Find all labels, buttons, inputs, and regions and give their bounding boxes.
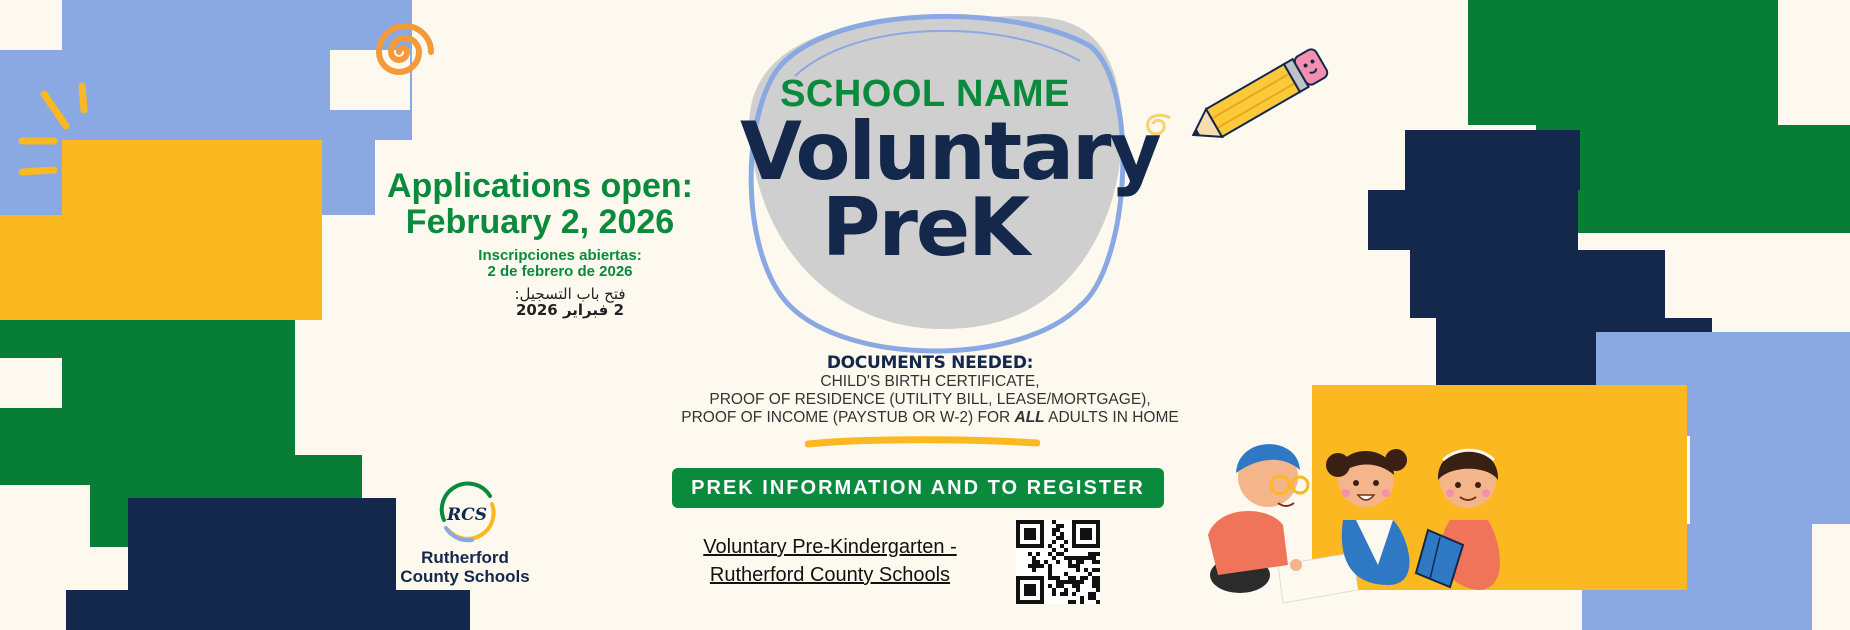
applications-open-es-label: Inscripciones abiertas:: [478, 247, 642, 264]
documents-income-emphasis: ALL: [1014, 409, 1045, 426]
program-title-line2: PreK: [821, 181, 1029, 274]
sparkle-icon: [14, 78, 94, 183]
rcs-name: [390, 548, 540, 586]
program-title: [740, 105, 1160, 274]
spiral-icon: [358, 12, 448, 92]
rcs-name-line2: County Schools: [400, 567, 530, 586]
rcs-name-line1: Rutherford: [421, 548, 509, 567]
vpk-link[interactable]: [680, 533, 980, 589]
documents-title: DOCUMENTS NEEDED:: [826, 353, 1034, 373]
school-name: SCHOOL NAME: [780, 73, 1070, 115]
applications-open-es-date: 2 de febrero de 2026: [487, 263, 633, 280]
applications-open-label: Applications open:: [387, 167, 693, 205]
applications-open-en: [360, 168, 720, 240]
applications-open-ar-label: فتح باب التسجيل:: [514, 285, 626, 303]
documents-proof-of-income: [620, 409, 1240, 427]
vpk-link-line1[interactable]: Voluntary Pre-Kindergarten -: [703, 536, 957, 558]
rcs-monogram: RCS: [447, 505, 487, 525]
applications-open-es: [440, 248, 680, 280]
rcs-logo: [432, 478, 502, 548]
vpk-link-line2[interactable]: Rutherford County Schools: [709, 564, 951, 586]
documents-proof-of-residence: PROOF OF RESIDENCE (UTILITY BILL, LEASE/MORTGAGE),: [709, 391, 1151, 408]
qr-code-icon[interactable]: [1016, 520, 1100, 604]
applications-open-date: February 2, 2026: [405, 203, 675, 241]
applications-open-ar: [460, 286, 680, 318]
documents-income-text: PROOF OF INCOME (PAYSTUB OR W-2) FOR: [681, 409, 1015, 426]
program-title-line1: Voluntary: [740, 105, 1160, 198]
documents-birth-certificate: CHILD'S BIRTH CERTIFICATE,: [820, 373, 1040, 390]
yellow-underline: [805, 436, 1040, 450]
children-illustration: [1188, 425, 1538, 605]
documents-income-tail: ADULTS IN HOME: [1044, 409, 1179, 426]
register-button[interactable]: PREK INFORMATION AND TO REGISTER: [672, 468, 1164, 508]
pencil-icon: [1130, 48, 1340, 168]
applications-open-ar-date: 2 فبراير 2026: [515, 301, 624, 319]
